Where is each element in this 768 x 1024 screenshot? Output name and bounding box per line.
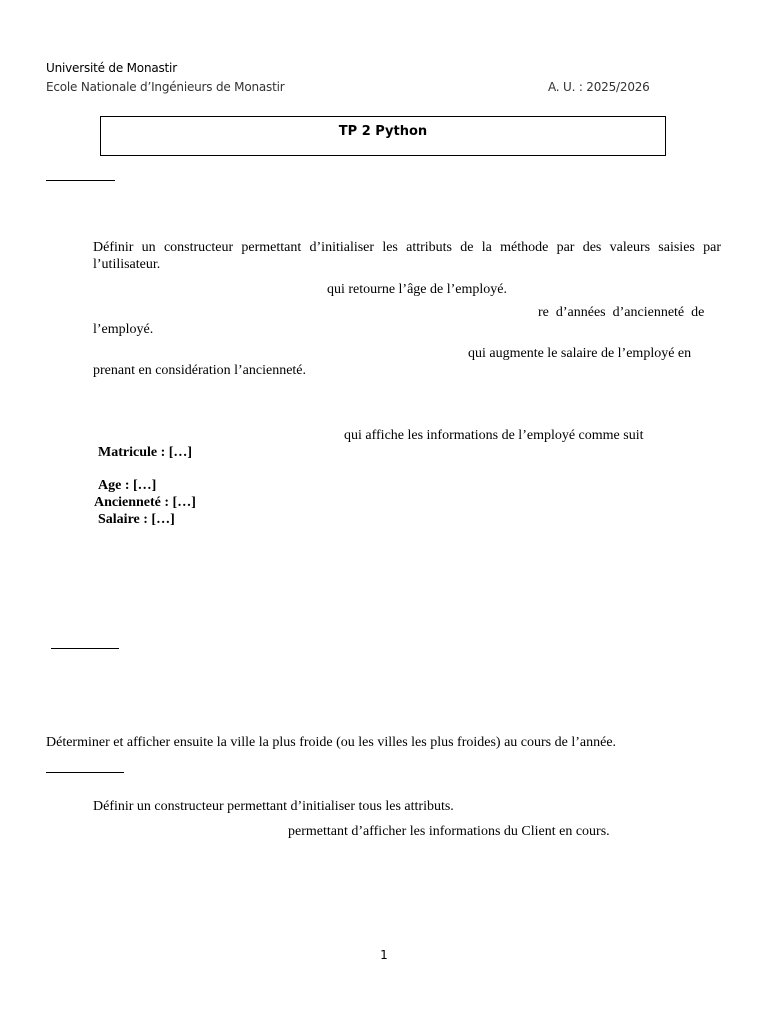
exercise2-heading-rule <box>51 648 119 649</box>
field-anciennete: Ancienneté : […] <box>94 495 196 510</box>
exercise1-affiche-text: qui affiche les informations de l’employé comme suit <box>344 428 644 443</box>
exercise1-constructor-text: Définir un constructeur permettant d’initialiser les attributs de la méthode par des valeurs saisies par l’utilisateur. <box>93 240 721 272</box>
exercise1-age-method-text: qui retourne l’âge de l’employé. <box>327 282 507 297</box>
exercise2-text: Déterminer et afficher ensuite la ville la plus froide (ou les villes les plus froides) au cours de l’année. <box>46 735 617 750</box>
exercise3-affiche-text: permettant d’afficher les informations du Client en cours. <box>288 824 610 839</box>
page-title: TP 2 Python <box>338 124 428 139</box>
field-salaire: Salaire : […] <box>98 512 175 527</box>
school-name: Ecole Nationale d’Ingénieurs de Monastir <box>46 80 285 94</box>
exercise1-anciennete-text-line2: l’employé. <box>93 322 154 337</box>
university-name: Université de Monastir <box>46 61 177 75</box>
exercise3-constructor-text: Définir un constructeur permettant d’initialiser tous les attributs. <box>93 799 454 814</box>
academic-year: A. U. : 2025/2026 <box>548 80 650 94</box>
field-matricule: Matricule : […] <box>98 445 193 460</box>
page-number: 1 <box>380 948 388 962</box>
exercise1-heading-rule <box>46 180 115 181</box>
exercise1-anciennete-text-line1: re d’années d’ancienneté de <box>538 305 705 320</box>
exercise3-heading-rule <box>46 772 124 773</box>
field-age: Age : […] <box>98 478 157 493</box>
title-box <box>100 116 666 156</box>
exercise1-salaire-text-line1: qui augmente le salaire de l’employé en <box>468 346 692 361</box>
exercise1-salaire-text-line2: prenant en considération l’ancienneté. <box>93 363 307 378</box>
